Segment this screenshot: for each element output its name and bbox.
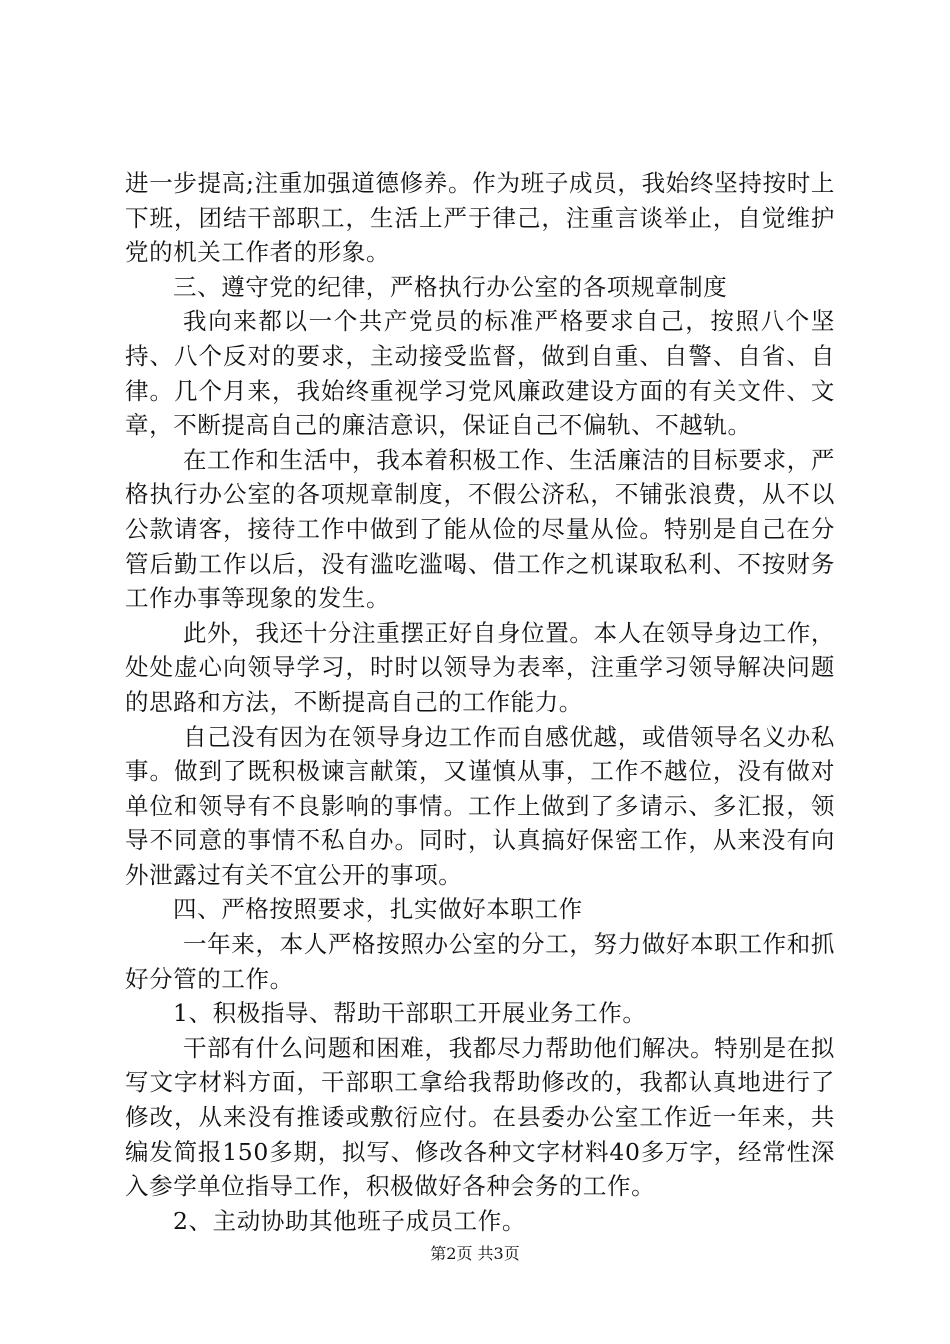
document-body — [125, 166, 835, 1238]
paragraph-help-staff: 干部有什么问题和困难，我都尽力帮助他们解决。特别是在拟写文字材料方面，干部职工拿给我帮助修改的，我都认真地进行了修改，从来没有推诿或敷衍应付。在县委办公室工作近一年来，共编发简报150多期，拟写、修改各种文字材料40多万字，经常性深入参学单位指导工作，积极做好各种会务的工作。 — [125, 1033, 835, 1201]
paragraph-year-summary: 一年来，本人严格按照办公室的分工，努力做好本职工作和抓好分管的工作。 — [125, 930, 835, 993]
paragraph-no-privilege: 自己没有因为在领导身边工作而自感优越，或借领导名义办私事。做到了既积极谏言献策，又谨慎从事，工作不越位，没有做对单位和领导有不良影响的事情。工作上做到了多请示、多汇报，领导不同意的事情不私自办。同时，认真搞好保密工作，从来没有向外泄露过有关不宜公开的事项。 — [125, 722, 835, 889]
paragraph-work-and-life: 在工作和生活中，我本着积极工作、生活廉洁的目标要求，严格执行办公室的各项规章制度，不假公济私，不铺张浪费，从不以公款请客，接待工作中做到了能从俭的尽量从俭。特别是自己在分管后勤工作以后，没有滥吃滥喝、借工作之机谋取私利、不按财务工作办事等现象的发生。 — [125, 445, 835, 613]
section-heading-duties: 四、严格按照要求，扎实做好本职工作 — [173, 895, 583, 924]
subheading-guidance: 1、积极指导、帮助干部职工开展业务工作。 — [173, 999, 647, 1028]
paragraph-self-discipline: 进一步提高;注重加强道德修养。作为班子成员，我始终坚持按时上下班，团结干部职工，生活上严于律己，注重言谈举止，自觉维护党的机关工作者的形象。 — [125, 169, 835, 267]
paragraph-position: 此外，我还十分注重摆正好自身位置。本人在领导身边工作，处处虚心向领导学习，时时以领导为表率，注重学习领导解决问题的思路和方法，不断提高自己的工作能力。 — [125, 618, 835, 716]
section-heading-discipline: 三、遵守党的纪律，严格执行办公室的各项规章制度 — [173, 272, 728, 301]
paragraph-party-standards: 我向来都以一个共产党员的标准严格要求自己，按照八个坚持、八个反对的要求，主动接受监督，做到自重、自警、自省、自律。几个月来，我始终重视学习党风廉政建设方面的有关文件、文章，不断提高自己的廉洁意识，保证自己不偏轨、不越轨。 — [125, 307, 835, 440]
page-footer: 第2页 共3页 — [430, 1244, 520, 1263]
subheading-assist-colleagues: 2、主动协助其他班子成员工作。 — [173, 1206, 526, 1235]
